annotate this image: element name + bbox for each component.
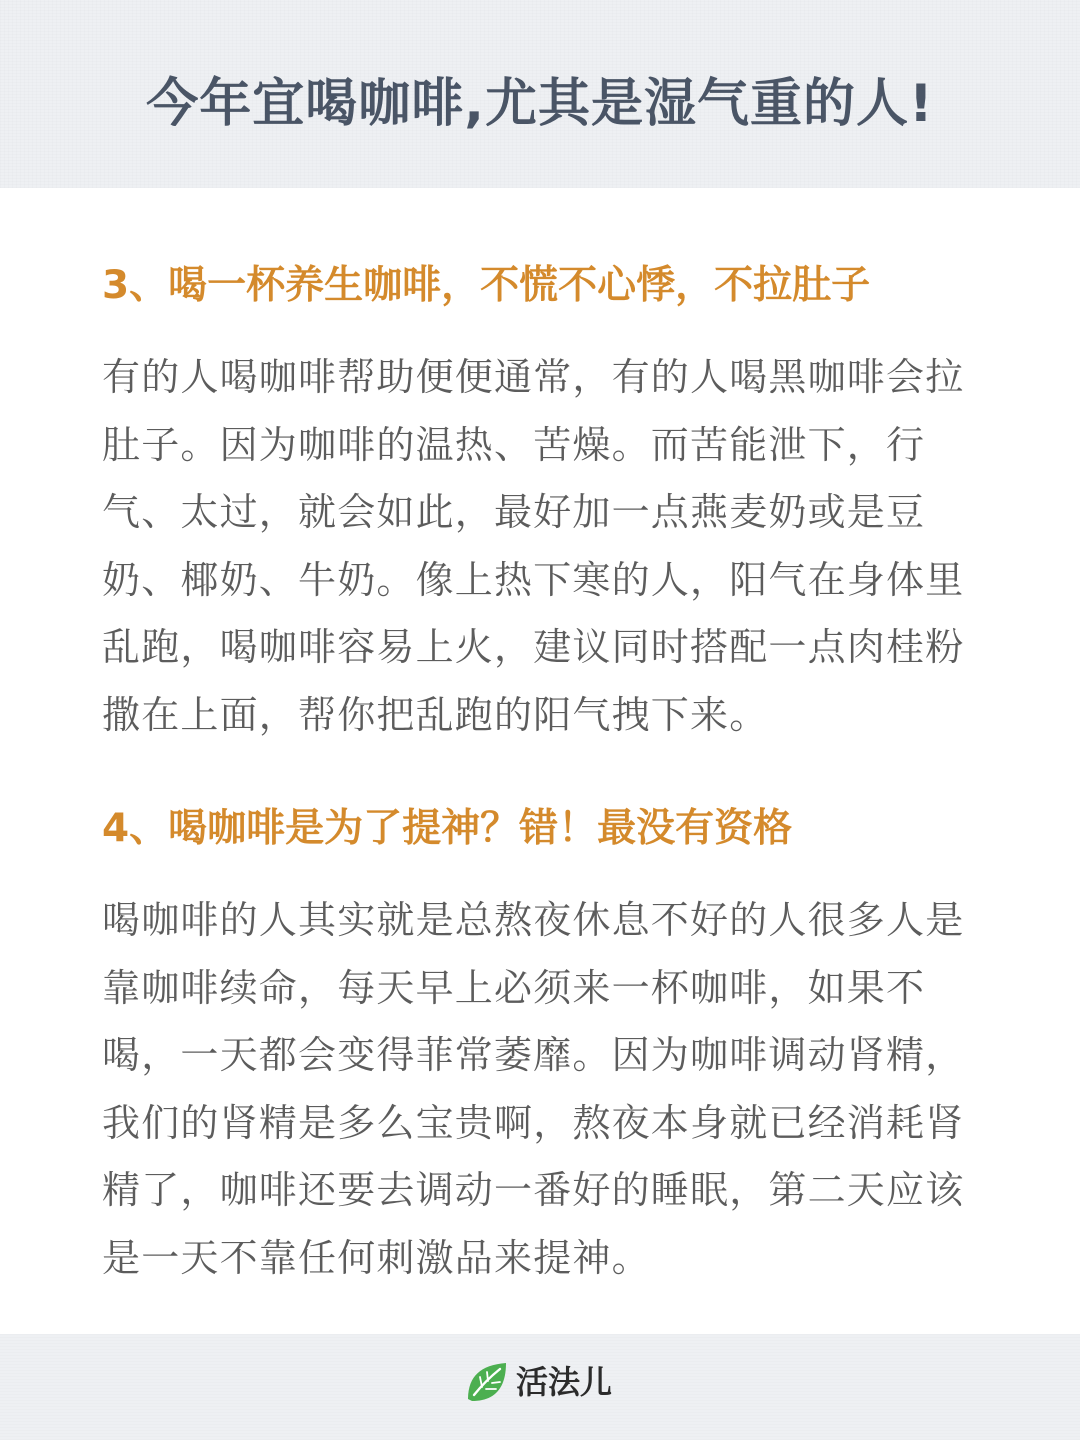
brand-name: 活法儿 [516,1363,613,1401]
section-heading-3: 3、喝一杯养生咖啡，不慌不心悸，不拉肚子 [102,263,871,308]
page-title: 今年宜喝咖啡,尤其是湿气重的人! [146,74,934,134]
section-heading-4: 4、喝咖啡是为了提神？错！最没有资格 [102,806,793,851]
section-body-4: 喝咖啡的人其实就是总熬夜休息不好的人很多人是靠咖啡续命，每天早上必须来一杯咖啡，如果不喝，一天都会变得菲常萎靡。因为咖啡调动肾精，我们的肾精是多么宝贵啊，熬夜本身就已经消耗肾精了，咖啡还要去调动一番好的睡眠，第二天应该是一天不靠任何刺激品来提神。 [102,898,965,1280]
leaf-icon [464,1359,510,1405]
article-content [102,252,982,1292]
section-body-3: 有的人喝咖啡帮助便便通常，有的人喝黑咖啡会拉肚子。因为咖啡的温热、苦燥。而苦能泄下，行气、太过，就会如此，最好加一点燕麦奶或是豆奶、椰奶、牛奶。像上热下寒的人，阳气在身体里乱跑，喝咖啡容易上火，建议同时搭配一点肉桂粉撒在上面，帮你把乱跑的阳气拽下来。 [102,355,965,737]
brand-logo [464,1358,612,1406]
